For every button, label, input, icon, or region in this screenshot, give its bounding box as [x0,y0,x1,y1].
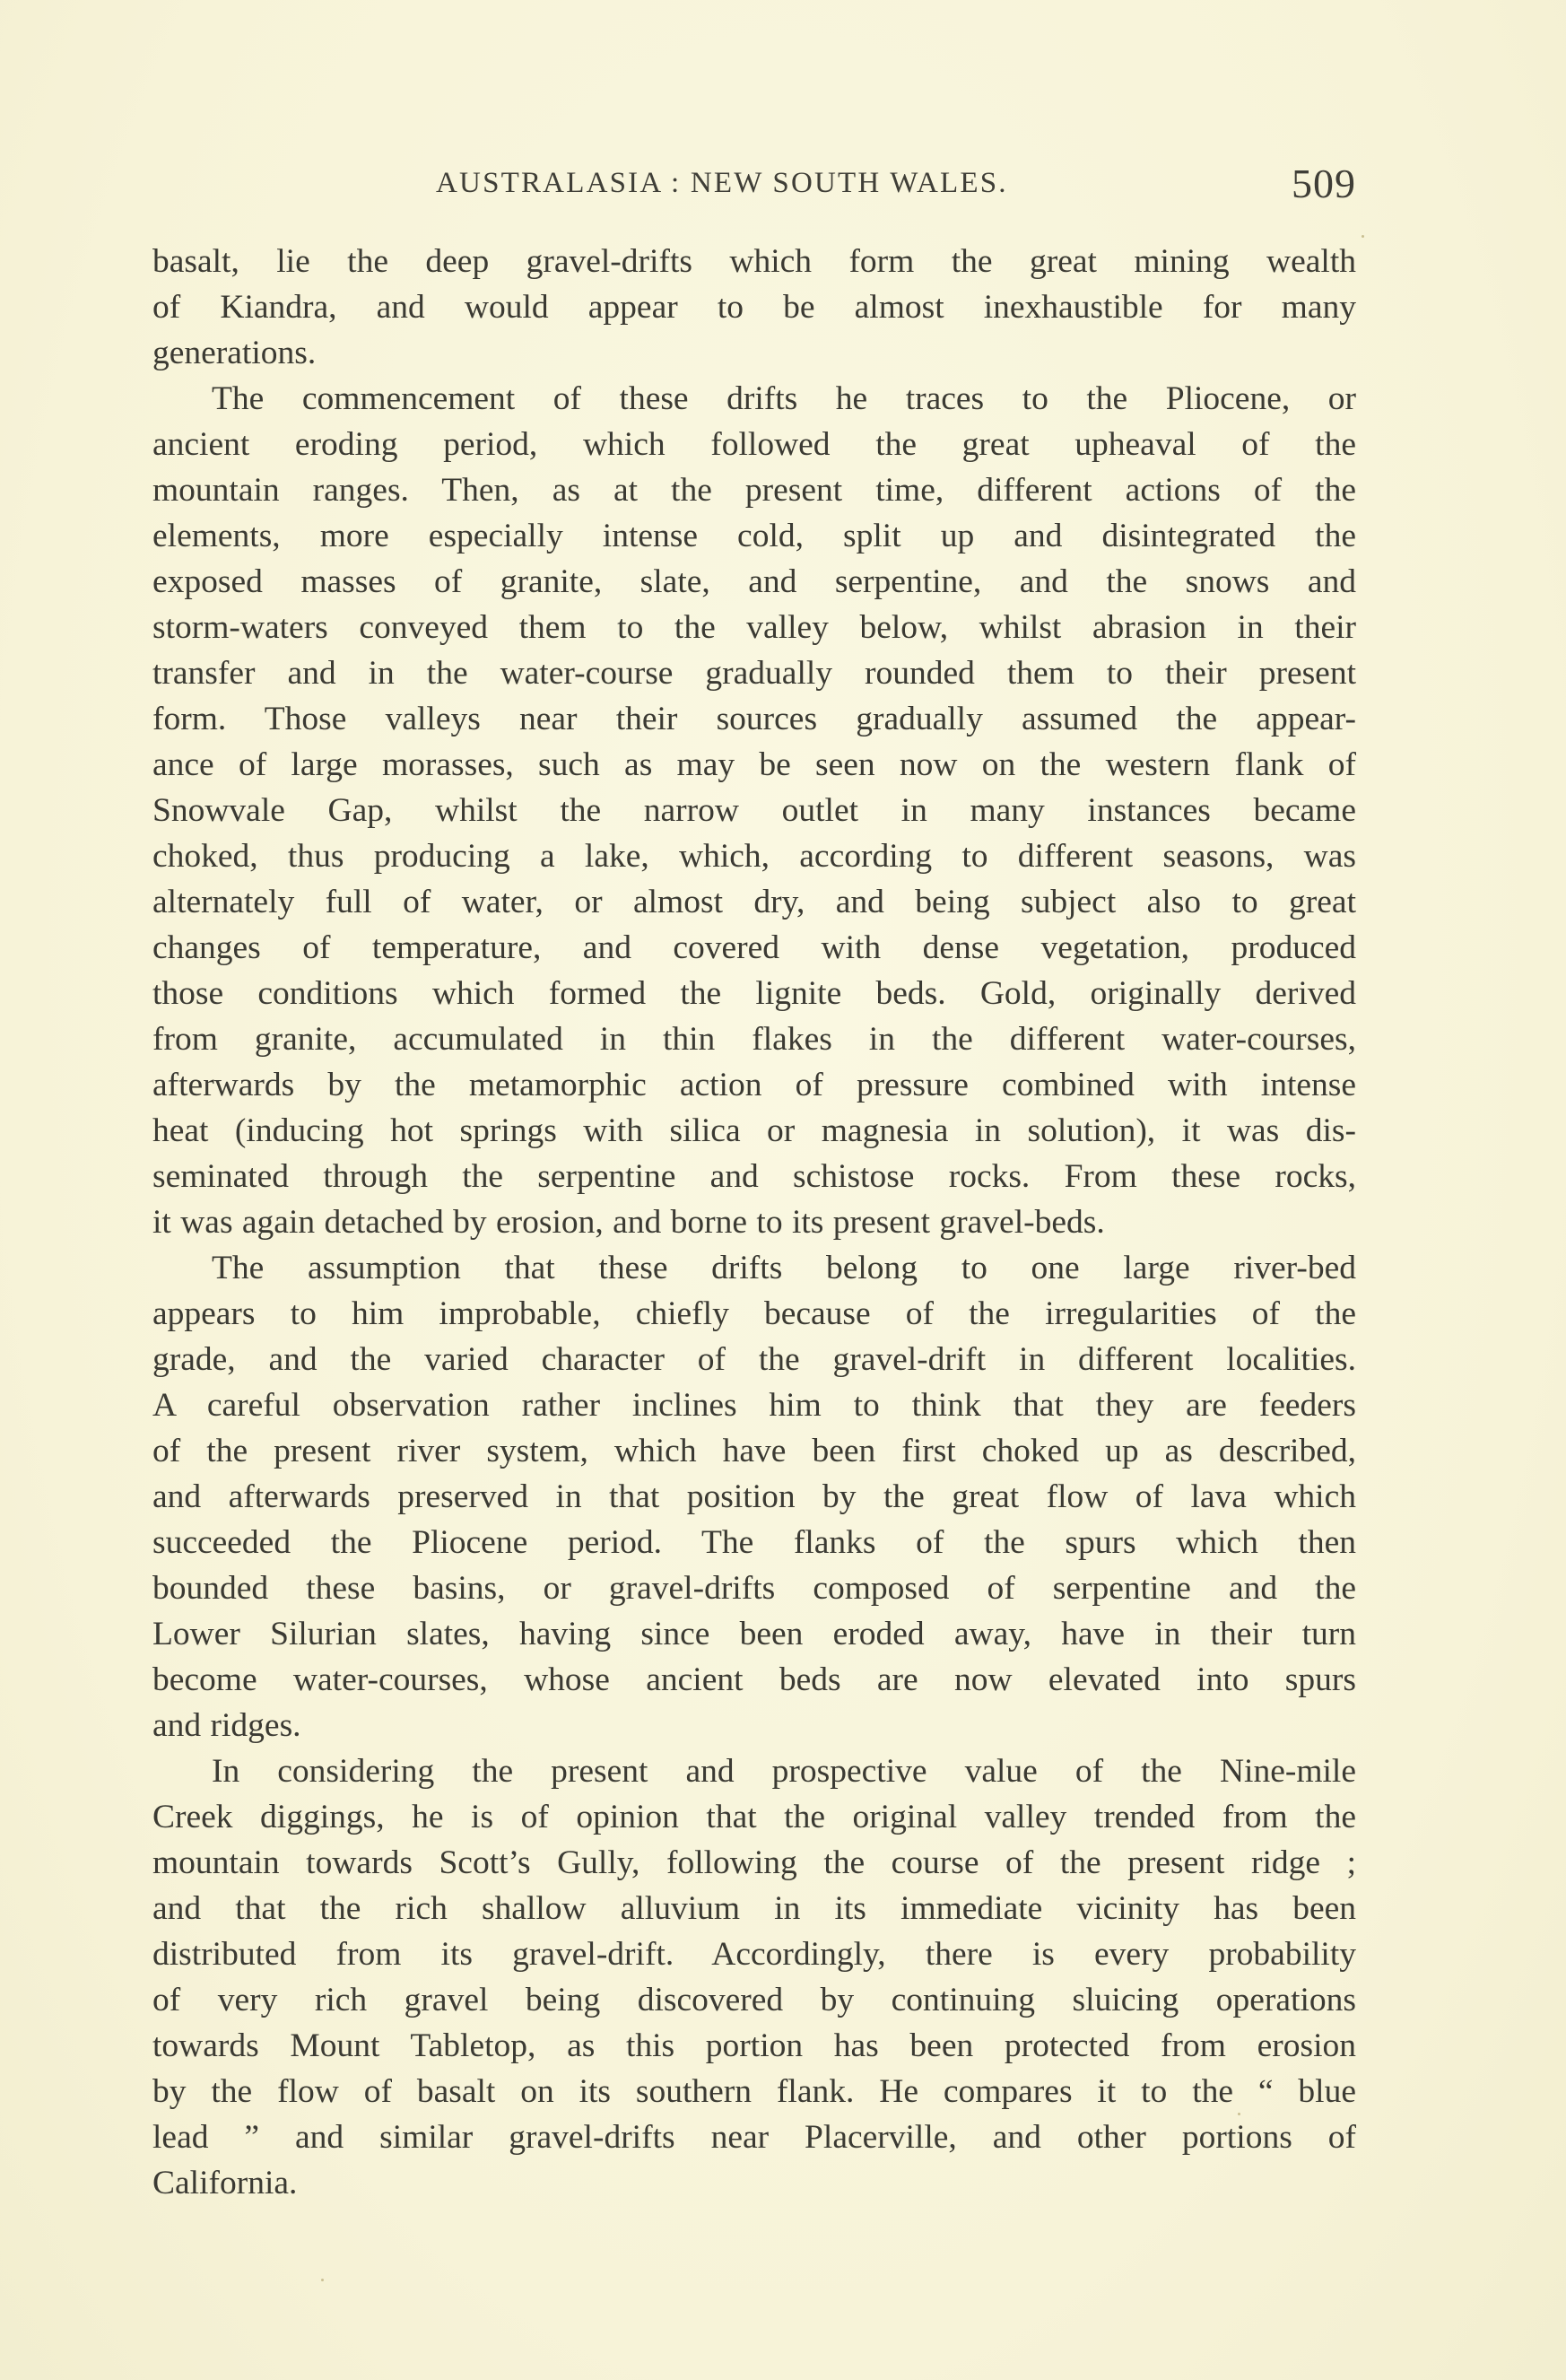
text-line: mountain ranges. Then, as at the present time, different actions of the [152,472,1356,509]
paragraph-2 [152,376,1356,1245]
text-line: of very rich gravel being discovered by continuing sluicing operations [152,1982,1356,2018]
running-title: AUSTRALASIA : NEW SOUTH WALES. [436,167,1008,199]
paper-speck [1238,2113,1240,2115]
body-text [152,239,1356,2206]
text-line: mountain towards Scott’s Gully, following the course of the present ridge ; [152,1844,1356,1881]
text-line: The commencement of these drifts he traces to the Pliocene, or [212,380,1356,417]
text-line: storm-waters conveyed them to the valley below, whilst abrasion in their [152,609,1356,646]
text-line: and that the rich shallow alluvium in its immediate vicinity has been [152,1890,1356,1927]
text-line: alternately full of water, or almost dry, and being subject also to great [152,884,1356,920]
text-line: form. Those valleys near their sources gradually assumed the appear- [152,701,1356,737]
paper-speck [1362,235,1364,238]
text-line: of the present river system, which have been first choked up as described, [152,1433,1356,1469]
text-line: afterwards by the metamorphic action of pressure combined with intense [152,1067,1356,1103]
text-line: ancient eroding period, which followed the great upheaval of the [152,426,1356,463]
text-line: from granite, accumulated in thin flakes in the different water-courses, [152,1021,1356,1058]
paragraph-4 [152,1748,1356,2206]
text-line: grade, and the varied character of the gravel-drift in different localities. [152,1341,1356,1378]
text-line: generations. [152,335,317,371]
text-line: exposed masses of granite, slate, and serpentine, and the snows and [152,563,1356,600]
text-line: those conditions which formed the lignite beds. Gold, originally derived [152,975,1356,1012]
text-line: Creek diggings, he is of opinion that the original valley trended from the [152,1799,1356,1835]
text-line: Snowvale Gap, whilst the narrow outlet in many instances became [152,792,1356,829]
text-line: become water-courses, whose ancient beds are now elevated into spurs [152,1661,1356,1698]
text-line: California. [152,2165,298,2201]
text-line: choked, thus producing a lake, which, according to different seasons, was [152,838,1356,875]
text-line: transfer and in the water-course gradually rounded them to their present [152,655,1356,692]
text-line: In considering the present and prospective value of the Nine-mile [212,1753,1356,1790]
text-line: Lower Silurian slates, having since been eroded away, have in their turn [152,1616,1356,1652]
text-line: it was again detached by erosion, and borne to its present gravel-beds. [152,1204,1105,1241]
paragraph-3 [152,1245,1356,1748]
text-line: A careful observation rather inclines him to think that they are feeders [152,1387,1356,1424]
text-line: changes of temperature, and covered with dense vegetation, produced [152,929,1356,966]
text-line: lead ” and similar gravel-drifts near Placerville, and other portions of [152,2119,1356,2156]
text-line: towards Mount Tabletop, as this portion has been protected from erosion [152,2027,1356,2064]
text-line: bounded these basins, or gravel-drifts composed of serpentine and the [152,1570,1356,1607]
text-line: heat (inducing hot springs with silica or magnesia in solution), it was dis- [152,1112,1356,1149]
text-line: by the flow of basalt on its southern flank. He compares it to the “ blue [152,2073,1356,2110]
page-number: 509 [1292,161,1356,206]
text-line: basalt, lie the deep gravel-drifts which form the great mining wealth [152,243,1356,280]
text-line: ance of large morasses, such as may be seen now on the western flank of [152,746,1356,783]
text-line: distributed from its gravel-drift. Accordingly, there is every probability [152,1936,1356,1973]
text-line: appears to him improbable, chiefly because of the irregularities of the [152,1295,1356,1332]
text-line: seminated through the serpentine and schistose rocks. From these rocks, [152,1158,1356,1195]
running-head [436,160,1356,214]
text-line: elements, more especially intense cold, split up and disintegrated the [152,518,1356,554]
text-line: succeeded the Pliocene period. The flanks of the spurs which then [152,1524,1356,1561]
text-line: and afterwards preserved in that position by the great flow of lava which [152,1478,1356,1515]
paper-speck [321,2279,324,2281]
text-line: and ridges. [152,1707,301,1744]
paragraph-1 [152,239,1356,376]
text-line: The assumption that these drifts belong to one large river-bed [212,1250,1356,1286]
text-line: of Kiandra, and would appear to be almost inexhaustible for many [152,289,1356,326]
